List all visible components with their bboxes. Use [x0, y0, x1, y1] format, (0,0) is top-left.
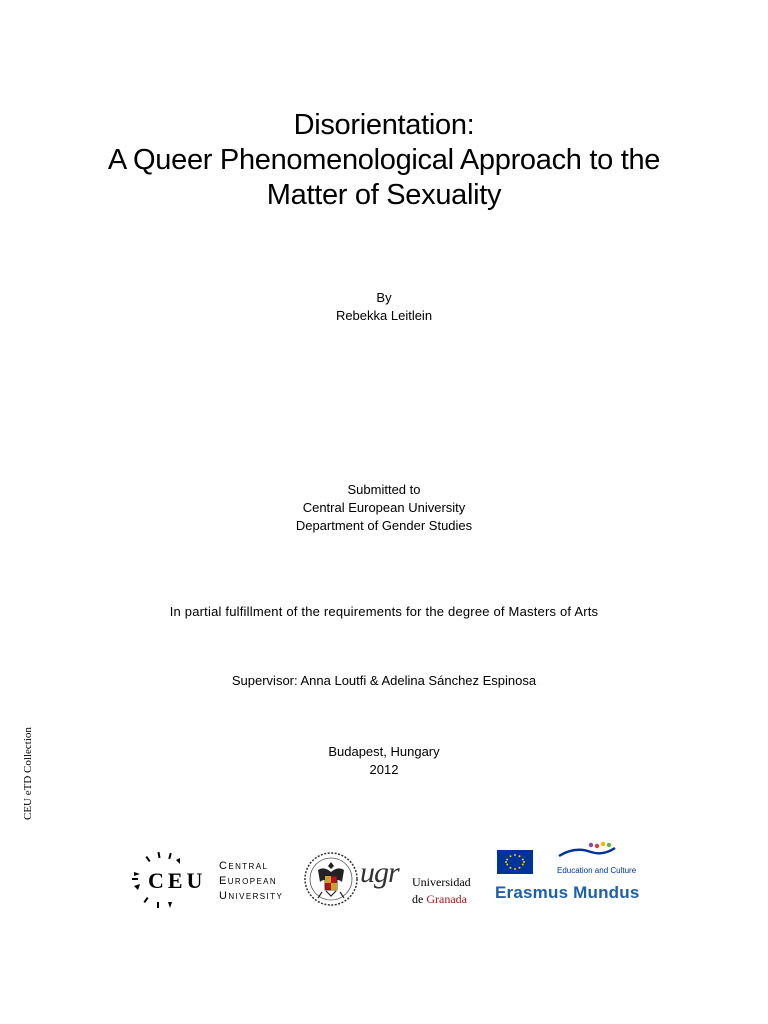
ugr-name-line-1: Universidad: [412, 875, 471, 889]
degree-statement: [0, 603, 768, 621]
submitted-to-label: Submitted to: [347, 482, 421, 497]
collection-watermark: CEU eTD Collection: [22, 727, 34, 820]
supervisor-text: Supervisor: Anna Loutfi & Adelina Sánchez Espinosa: [231, 673, 537, 688]
ceu-name-line-2: European: [219, 875, 278, 887]
ceu-logo: [128, 850, 303, 910]
ceu-full-name: [219, 859, 283, 904]
ugr-full-name: [412, 874, 471, 908]
ceu-letters: CEU: [148, 868, 207, 893]
university-name: Central European University: [302, 500, 466, 515]
ceu-name-line-1: Central: [219, 860, 269, 872]
submission-block: [0, 481, 768, 535]
supervisor-block: [0, 672, 768, 690]
ugr-name-granada: Granada: [426, 892, 467, 906]
education-culture-tagline: Education and Culture: [557, 866, 637, 875]
title-line-3: Matter of Sexuality: [266, 179, 502, 211]
eu-flag-icon: [497, 850, 533, 874]
title-line-1: Disorientation:: [293, 109, 475, 141]
ugr-crest-icon: [304, 848, 360, 910]
erasmus-mundus-name: Erasmus Mundus: [495, 883, 640, 902]
ceu-name-line-3: University: [219, 890, 284, 902]
department-name: Department of Gender Studies: [295, 518, 473, 533]
author-name: Rebekka Leitlein: [335, 308, 433, 323]
education-culture-bird-icon: [557, 840, 619, 862]
by-label: By: [376, 290, 392, 305]
logo-row: [0, 840, 768, 920]
degree-statement-text: In partial fulfillment of the requirements for the degree of Masters of Arts: [169, 604, 599, 619]
thesis-title: [0, 108, 768, 213]
ugr-logo: [304, 848, 484, 914]
ugr-name-de: de: [412, 892, 424, 906]
erasmus-mundus-logo: [495, 840, 645, 910]
ugr-mark: ugr: [360, 856, 399, 889]
author-block: [0, 289, 768, 325]
year-text: 2012: [369, 762, 399, 777]
place-block: [0, 743, 768, 779]
city-text: Budapest, Hungary: [328, 744, 440, 759]
ugr-name-line-2: [412, 891, 471, 908]
title-line-2: A Queer Phenomenological Approach to the: [107, 144, 661, 176]
